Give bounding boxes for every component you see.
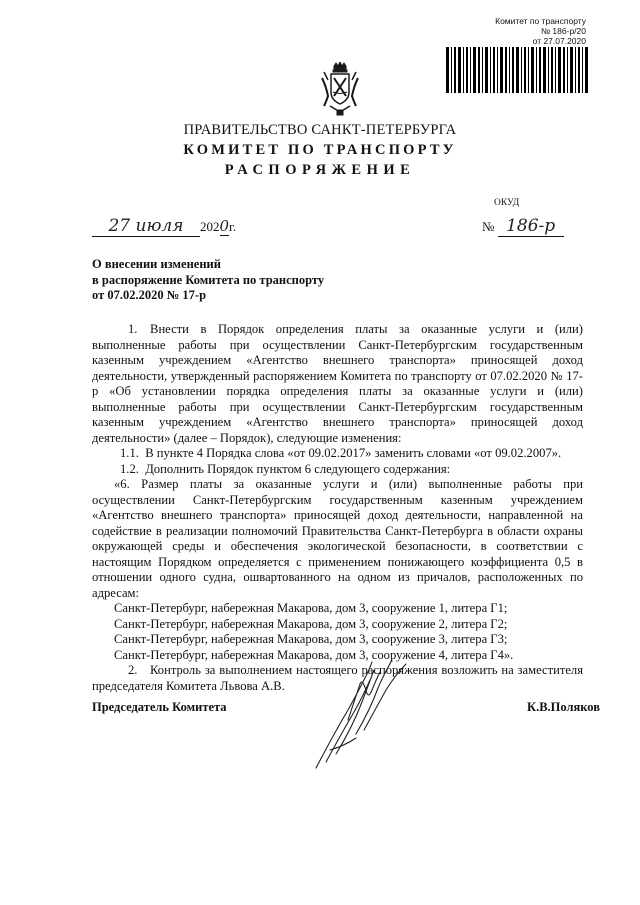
document-number xyxy=(482,216,572,240)
address-3: Санкт-Петербург, набережная Макарова, дом 3, сооружение 3, литера Г3; xyxy=(114,632,508,646)
barcode-icon xyxy=(446,47,588,93)
stamp-number: № 186-р/20 xyxy=(540,26,586,36)
date-handwritten: 27 июля xyxy=(92,216,200,237)
subject-line-3: от 07.02.2020 № 17-р xyxy=(92,288,207,302)
stamp-date: от 27.07.2020 xyxy=(532,36,586,46)
coat-of-arms-icon xyxy=(320,62,360,116)
document-body xyxy=(92,322,583,694)
government-title: ПРАВИТЕЛЬСТВО САНКТ-ПЕТЕРБУРГА xyxy=(183,122,457,138)
registration-stamp xyxy=(466,16,586,46)
address-1: Санкт-Петербург, набережная Макарова, дом 3, сооружение 1, литера Г1; xyxy=(114,601,508,615)
address-4: Санкт-Петербург, набережная Макарова, дом 3, сооружение 4, литера Г4». xyxy=(114,647,514,662)
document-date xyxy=(92,216,262,240)
subject-line-1: О внесении изменений xyxy=(92,257,221,271)
subject-line-2: в распоряжение Комитета по транспорту xyxy=(92,272,325,287)
number-prefix: № xyxy=(482,219,495,234)
signatory-title: Председатель Комитета xyxy=(92,700,227,714)
date-suffix: г. xyxy=(229,219,237,234)
signatory-name: К.В.Поляков xyxy=(527,700,600,714)
address-2: Санкт-Петербург, набережная Макарова, дом 3, сооружение 2, литера Г2; xyxy=(114,616,508,631)
date-year-handwritten: 0 xyxy=(219,217,230,235)
date-year-prefix: 202 xyxy=(200,219,220,234)
document-type: РАСПОРЯЖЕНИЕ xyxy=(224,162,416,178)
handwritten-signature-icon xyxy=(296,650,426,770)
paragraph-2: 2. Контроль за выполнением настоящего распоряжения возложить на заместителя председателя Комитета Львова А.В. xyxy=(92,663,583,693)
paragraph-1-2: 1.2. Дополнить Порядок пунктом 6 следующего содержания: xyxy=(120,461,451,476)
number-handwritten: 186-р xyxy=(498,216,564,237)
paragraph-6: «6. Размер платы за оказанные услуги и (или) выполненные работы при осуществлении Санкт-Петербургским государственным казенным учреждением «Агентство внешнего транспорта» приносящей доход деятельности, направленной на содействие в реализации полномочий Правительства Санкт-Петербурга в области охраны окружающей среды и обеспечения экологической безопасности, в соответствии с настоящим Порядком определяется с применением понижающего коэффициента 0,5 в отношении одного судна, ошвартованного на одном из причалов, расположенных по адресам: xyxy=(92,477,583,600)
paragraph-1-1: 1.1. В пункте 4 Порядка слова «от 09.02.2017» заменить словами «от 09.02.2007». xyxy=(120,446,562,460)
okud-label: ОКУД xyxy=(494,198,520,208)
document-subject xyxy=(92,257,324,304)
committee-title: КОМИТЕТ ПО ТРАНСПОРТУ xyxy=(183,142,457,158)
paragraph-1: 1. Внести в Порядок определения платы за оказанные услуги и (или) выполненные работы при осуществлении Санкт-Петербургским государственным казенным учреждением «Агентство внешнего транспорта» приносящей доход деятельности, утвержденный распоряжением Комитета по транспорту от 07.02.2020 № 17-р «Об установлении порядка определения платы за оказанные услуги и (или) выполненные работы при осуществлении Санкт-Петербургским государственным казенным учреждением «Агентство внешнего транспорта» приносящей доход деятельности» (далее – Порядок), следующие изменения: xyxy=(92,322,583,445)
stamp-committee: Комитет по транспорту xyxy=(495,16,586,26)
